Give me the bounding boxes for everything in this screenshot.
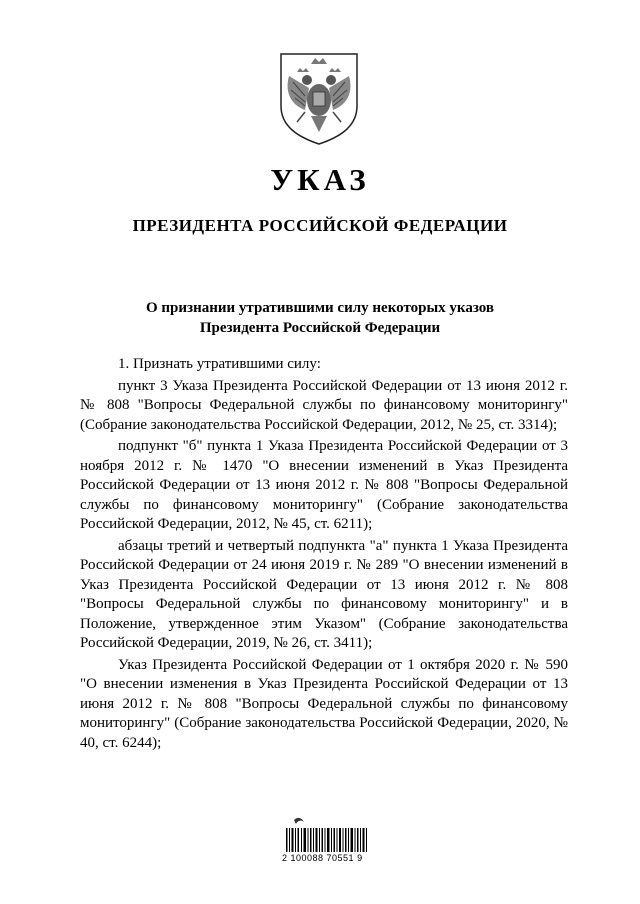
document-heading (0, 298, 640, 338)
document-title: УКАЗ (270, 162, 370, 197)
paragraph-5: Указ Президента Российской Федерации от 1 октября 2020 г. № 590 "О внесении изменения в Указ Президента Российской Федерации от 13 июня 2012 г. № 808 "Вопросы Федеральной службы по финансовому мониторингу" (Собрание законодательства Российской Федерации, 2020, № 40, ст. 6244); (80, 656, 568, 751)
state-emblem-icon (275, 50, 363, 146)
barcode-number: 2 100088 70551 9 (282, 853, 363, 863)
heading-line-2: Президента Российской Федерации (199, 320, 441, 336)
paragraph-1: 1. Признать утратившими силу: (118, 356, 321, 372)
paragraph-3: подпункт "б" пункта 1 Указа Президента Российской Федерации от 3 ноября 2012 г. № 1470 "О внесении изменений в Указ Президента Российской Федерации от 13 июня 2012 г. № 808 "Вопросы Федеральной службы по финансовому мониторингу" (Собрание законодательства Российской Федерации, 2012, № 45, ст. 6211); (80, 438, 568, 532)
paragraph-4: абзацы третий и четвертый подпункта "а" пункта 1 Указа Президента Российской Федерации от 24 июня 2019 г. № 289 "О внесении изменений в Указ Президента Российской Федерации от 13 июня 2012 г. № 808 "Вопросы Федеральной службы по финансовому мониторингу" и в Положение, утвержденное этим Указом" (Собрание законодательства Российской Федерации, 2019, № 26, ст. 3411); (80, 537, 568, 651)
document-body (80, 355, 568, 755)
paragraph-2: пункт 3 Указа Президента Российской Федерации от 13 июня 2012 г. № 808 "Вопросы Федеральной службы по финансовому мониторингу" (Собрание законодательства Российской Федерации, 2012, № 25, ст. 3314); (80, 377, 568, 433)
heading-line-1: О признании утратившими силу некоторых указов (146, 300, 494, 316)
document-subtitle: ПРЕЗИДЕНТА РОССИЙСКОЙ ФЕДЕРАЦИИ (132, 216, 508, 235)
barcode-icon (280, 814, 372, 876)
